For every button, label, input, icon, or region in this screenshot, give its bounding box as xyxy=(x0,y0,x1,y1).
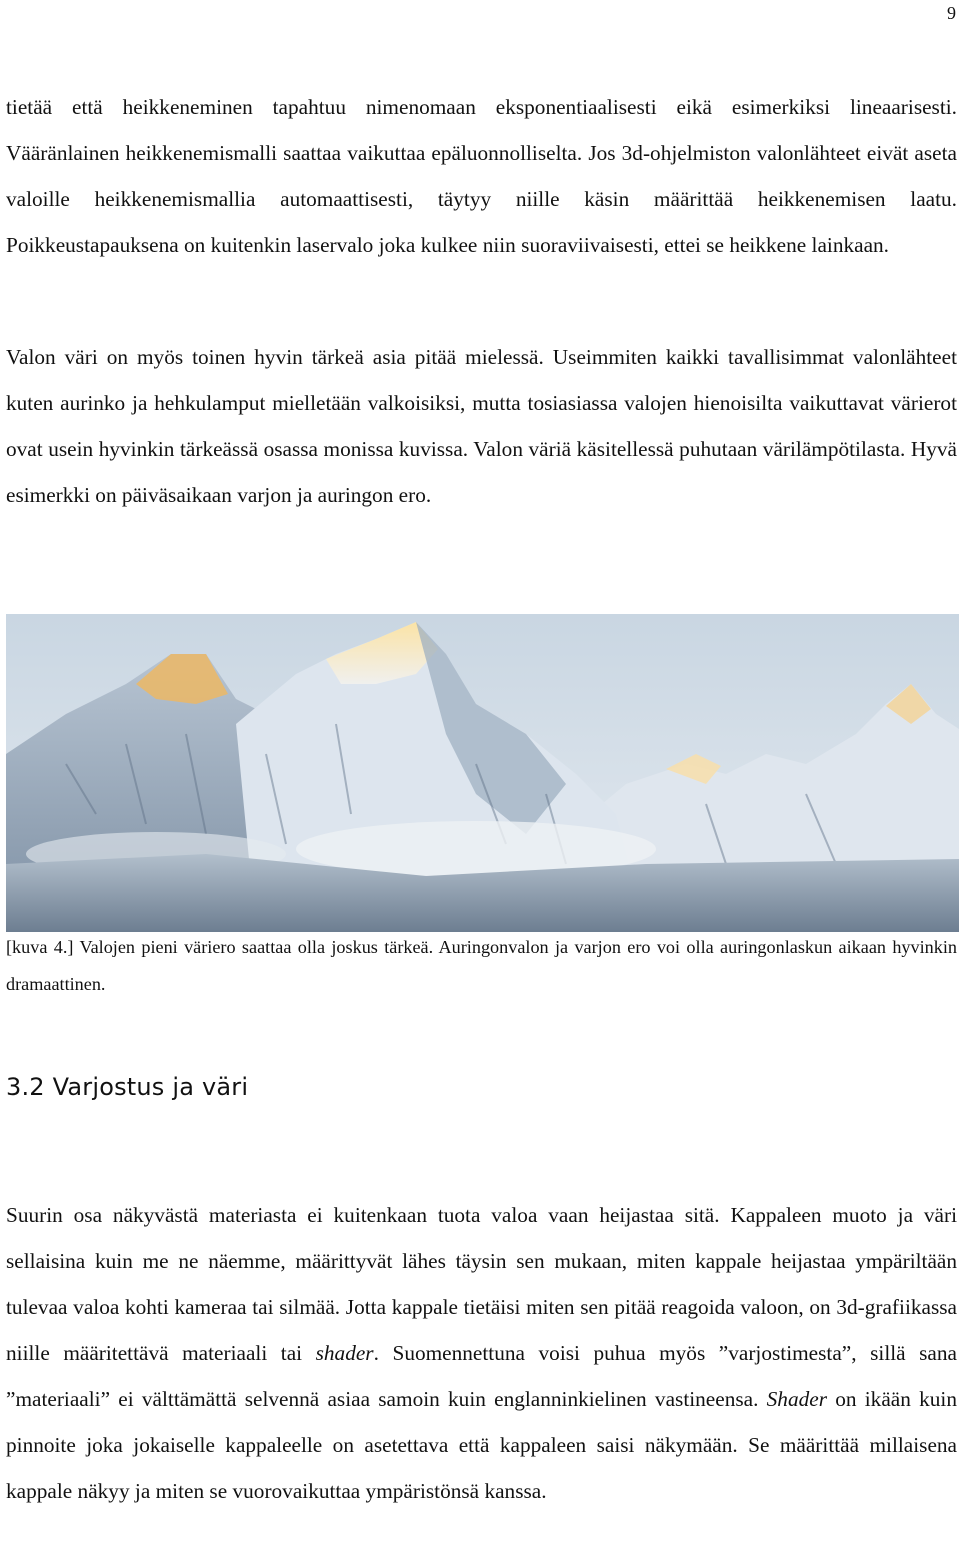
figure-caption: [kuva 4.] Valojen pieni väriero saattaa olla joskus tärkeä. Auringonvalon ja varjon ero voi olla auringonlaskun aikaan hyvinkin dramaattinen. xyxy=(6,937,957,994)
paragraph-text: Suurin osa näkyvästä materiasta ei kuitenkaan tuota valoa vaan heijastaa sitä. Kappaleen muoto ja väri sellaisina kuin me ne näemme, määrittyvät lähes täysin sen mukaan, miten kappale heijastaa ympäriltään tulevaa valoa kohti kameraa tai silmää. Jotta kappale tietäisi miten sen pitää reagoida valoon, on 3d-grafiikassa niille määritettävä materiaali tai xyxy=(6,1203,957,1365)
paragraph-light-color: Valon väri on myös toinen hyvin tärkeä asia pitää mielessä. Useimmiten kaikki tavallisimmat valonlähteet kuten aurinko ja hehkulamput mielletään valkoisiksi, mutta tosiasiassa valojen hienoisilta vaikuttavat värierot ovat usein hyvinkin tärkeässä osassa monissa kuvissa. Valon väriä käsitellessä puhutaan värilämpötilasta. Hyvä esimerkki on päiväsaikaan varjon ja auringon ero. xyxy=(6,345,957,507)
paragraph-text: . Suomennettuna voisi puhua myös ”varjostimesta”, sillä sana ”materiaali” ei välttämättä selvennä asiaa samoin kuin englanninkielinen vastineensa. xyxy=(6,1341,957,1411)
page-number: 9 xyxy=(947,3,956,23)
term-shader-capitalized: Shader xyxy=(766,1387,827,1411)
term-shader: shader xyxy=(315,1341,374,1365)
paragraph-text: on ikään kuin pinnoite joka jokaiselle kappaleelle on asetettava että kappaleen saisi näkymään. Se määrittää millaisena kappale näkyy ja miten se vuorovaikuttaa ympäristönsä kanssa. xyxy=(6,1387,957,1503)
paragraph-light-falloff: tietää että heikkeneminen tapahtuu nimenomaan eksponentiaalisesti eikä esimerkiksi lineaarisesti. Vääränlainen heikkenemismalli saattaa vaikuttaa epäluonnolliselta. Jos 3d-ohjelmiston valonlähteet eivät aseta valoille heikkenemismallia automaattisesti, täytyy niille käsin määrittää heikkenemisen laatu. Poikkeustapauksena on kuitenkin laservalo joka kulkee niin suoraviivaisesti, ettei se heikkene lainkaan. xyxy=(6,95,957,257)
mountain-illustration xyxy=(6,614,959,932)
mountain-photo xyxy=(6,614,959,932)
paragraph-shading-color xyxy=(6,1192,957,1514)
section-heading: 3.2 Varjostus ja väri xyxy=(6,1073,249,1101)
